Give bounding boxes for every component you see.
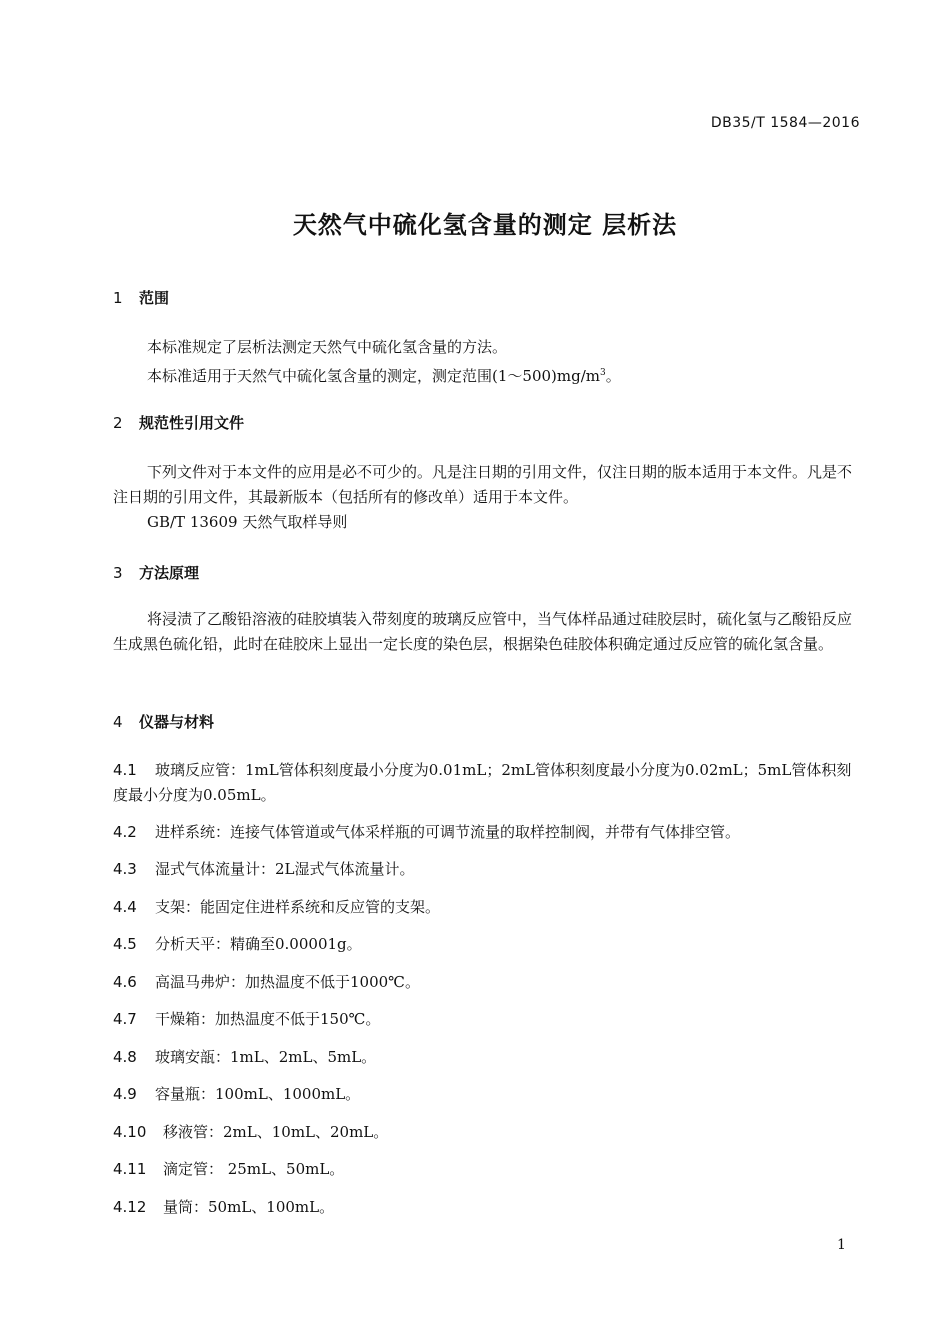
item-text: 移液管：2mL、10mL、20mL。: [163, 1123, 389, 1141]
item-number: 4.11: [113, 1160, 147, 1178]
section-2-reference: GB/T 13609 天然气取样导则: [147, 513, 348, 531]
section-2-heading: [113, 412, 244, 433]
section-1-heading: [113, 287, 169, 308]
list-item: [113, 1157, 858, 1182]
list-item: [113, 895, 858, 920]
item-text: 干燥箱：加热温度不低于150℃。: [155, 1010, 381, 1028]
list-item: [113, 970, 858, 995]
item-number: 4.12: [113, 1198, 147, 1216]
section-title: 范围: [139, 289, 170, 307]
section-number: 2: [113, 414, 123, 432]
page-title: 天然气中硫化氢含量的测定 层析法: [292, 211, 678, 239]
section-title: 方法原理: [139, 564, 200, 582]
list-item: [113, 1007, 858, 1032]
superscript: 3: [599, 368, 606, 378]
section-title: 仪器与材料: [139, 713, 215, 731]
list-item: [113, 820, 858, 845]
item-number: 4.5: [113, 935, 137, 953]
item-number: 4.9: [113, 1085, 137, 1103]
item-number: 4.7: [113, 1010, 137, 1028]
list-item: [113, 758, 858, 808]
item-text: 玻璃反应管：1mL管体积刻度最小分度为0.01mL；2mL管体积刻度最小分度为0.02mL；5mL管体积刻度最小分度为0.05mL。: [113, 761, 852, 804]
list-item: [113, 1082, 858, 1107]
paragraph-text: 本标准适用于天然气中硫化氢含量的测定，测定范围(1～500)mg/m: [147, 367, 600, 385]
list-item: [113, 1195, 858, 1220]
item-number: 4.1: [113, 761, 137, 779]
item-number: 4.3: [113, 860, 137, 878]
item-text: 湿式气体流量计：2L湿式气体流量计。: [155, 860, 415, 878]
section-title: 规范性引用文件: [139, 414, 245, 432]
paragraph-end: 。: [605, 367, 621, 385]
section-2-paragraph-1: 下列文件对于本文件的应用是必不可少的。凡是注日期的引用文件，仅注日期的版本适用于本文件。凡是不注日期的引用文件，其最新版本（包括所有的修改单）适用于本文件。: [113, 463, 853, 506]
section-3-paragraph-1: 将浸渍了乙酸铅溶液的硅胶填装入带刻度的玻璃反应管中，当气体样品通过硅胶层时，硫化氢与乙酸铅反应生成黑色硫化铅，此时在硅胶床上显出一定长度的染色层，根据染色硅胶体积确定通过反应管的硫化氢含量。: [113, 610, 853, 653]
page-number: 1: [837, 1237, 846, 1253]
section-4-heading: [113, 711, 214, 732]
item-text: 分析天平：精确至0.00001g。: [155, 935, 362, 953]
section-number: 1: [113, 289, 123, 307]
item-number: 4.8: [113, 1048, 137, 1066]
section-number: 3: [113, 564, 123, 582]
list-item: [113, 857, 858, 882]
item-text: 支架：能固定住进样系统和反应管的支架。: [155, 898, 441, 916]
item-number: 4.4: [113, 898, 137, 916]
section-1-paragraph-1: 本标准规定了层析法测定天然气中硫化氢含量的方法。: [147, 338, 508, 356]
item-number: 4.6: [113, 973, 137, 991]
section-number: 4: [113, 713, 123, 731]
item-text: 玻璃安瓿：1mL、2mL、5mL。: [155, 1048, 377, 1066]
item-text: 高温马弗炉：加热温度不低于1000℃。: [155, 973, 420, 991]
list-item: [113, 1120, 858, 1145]
item-text: 容量瓶：100mL、1000mL。: [155, 1085, 361, 1103]
item-text: 进样系统：连接气体管道或气体采样瓶的可调节流量的取样控制阀，并带有气体排空管。: [155, 823, 741, 841]
item-text: 滴定管： 25mL、50mL。: [163, 1160, 345, 1178]
item-number: 4.10: [113, 1123, 147, 1141]
item-number: 4.2: [113, 823, 137, 841]
section-3-heading: [113, 562, 199, 583]
item-text: 量筒：50mL、100mL。: [163, 1198, 335, 1216]
section-1-paragraph-2: [147, 361, 621, 389]
document-number: DB35/T 1584—2016: [710, 115, 860, 131]
list-item: [113, 1045, 858, 1070]
list-item: [113, 932, 858, 957]
